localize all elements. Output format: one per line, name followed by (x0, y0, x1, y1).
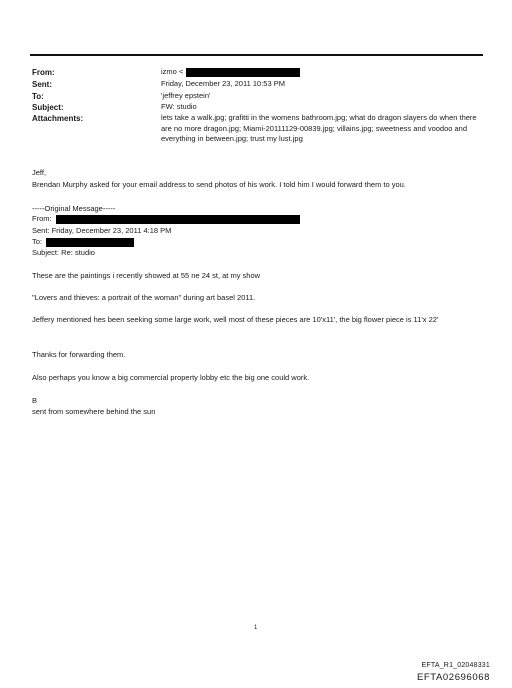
bates-number-large: EFTA02696068 (416, 672, 490, 683)
paragraph-5: Also perhaps you know a big commercial property lobby etc the big one could work. (32, 373, 310, 382)
subject-value: FW: studio (161, 102, 197, 111)
header-rule (30, 54, 483, 56)
original-to-row (32, 237, 482, 247)
from-value: izmo < (161, 67, 184, 76)
sent-value: Friday, December 23, 2011 10:53 PM (161, 79, 285, 88)
intro-paragraph: Brendan Murphy asked for your email address to send photos of his work. I told him I would forward them to you. (32, 180, 406, 189)
greeting: Jeff, (32, 168, 47, 177)
signature-line: sent from somewhere behind the sun (32, 407, 156, 416)
from-label: From: (32, 68, 55, 77)
sent-label: Sent: (32, 80, 52, 89)
redaction-bar (186, 68, 300, 77)
original-to-label: To: (32, 237, 43, 246)
to-value: 'jeffrey epstein' (161, 91, 211, 100)
paragraph-4: Thanks for forwarding them. (32, 350, 126, 359)
signature-initial: B (32, 396, 38, 405)
paragraph-2: "Lovers and thieves: a portrait of the woman" during art basel 2011. (32, 293, 256, 302)
original-subject-line: Subject: Re: studio (32, 248, 95, 257)
original-message-divider: -----Original Message----- (32, 204, 116, 213)
paragraph-3: Jeffery mentioned hes been seeking some large work, well most of these pieces are 10'x11', the big flower piece is 11'x 22' (32, 315, 439, 324)
page-number: 1 (254, 625, 258, 631)
paragraph-1: These are the paintings i recently showed at 55 ne 24 st, at my show (32, 271, 261, 280)
original-sent-line: Sent: Friday, December 23, 2011 4:18 PM (32, 226, 172, 235)
attachments-label: Attachments: (32, 114, 84, 123)
redaction-bar (46, 238, 134, 247)
bates-number-small: EFTA_R1_02048331 (421, 662, 490, 669)
attachments-value: lets take a walk.jpg; grafitti in the womens bathroom.jpg; what do dragon slayers do when there are no more dragon.jpg; Miami-20111129-00839.jpg; villains.jpg; sweetness and voodoo and everything in between.jpg; trust my lust.jpg (161, 113, 477, 143)
original-from-row (32, 214, 482, 224)
redaction-bar (56, 215, 300, 224)
original-from-label: From: (32, 214, 52, 223)
subject-label: Subject: (32, 103, 64, 112)
from-value-row (161, 67, 486, 78)
to-label: To: (32, 92, 44, 101)
